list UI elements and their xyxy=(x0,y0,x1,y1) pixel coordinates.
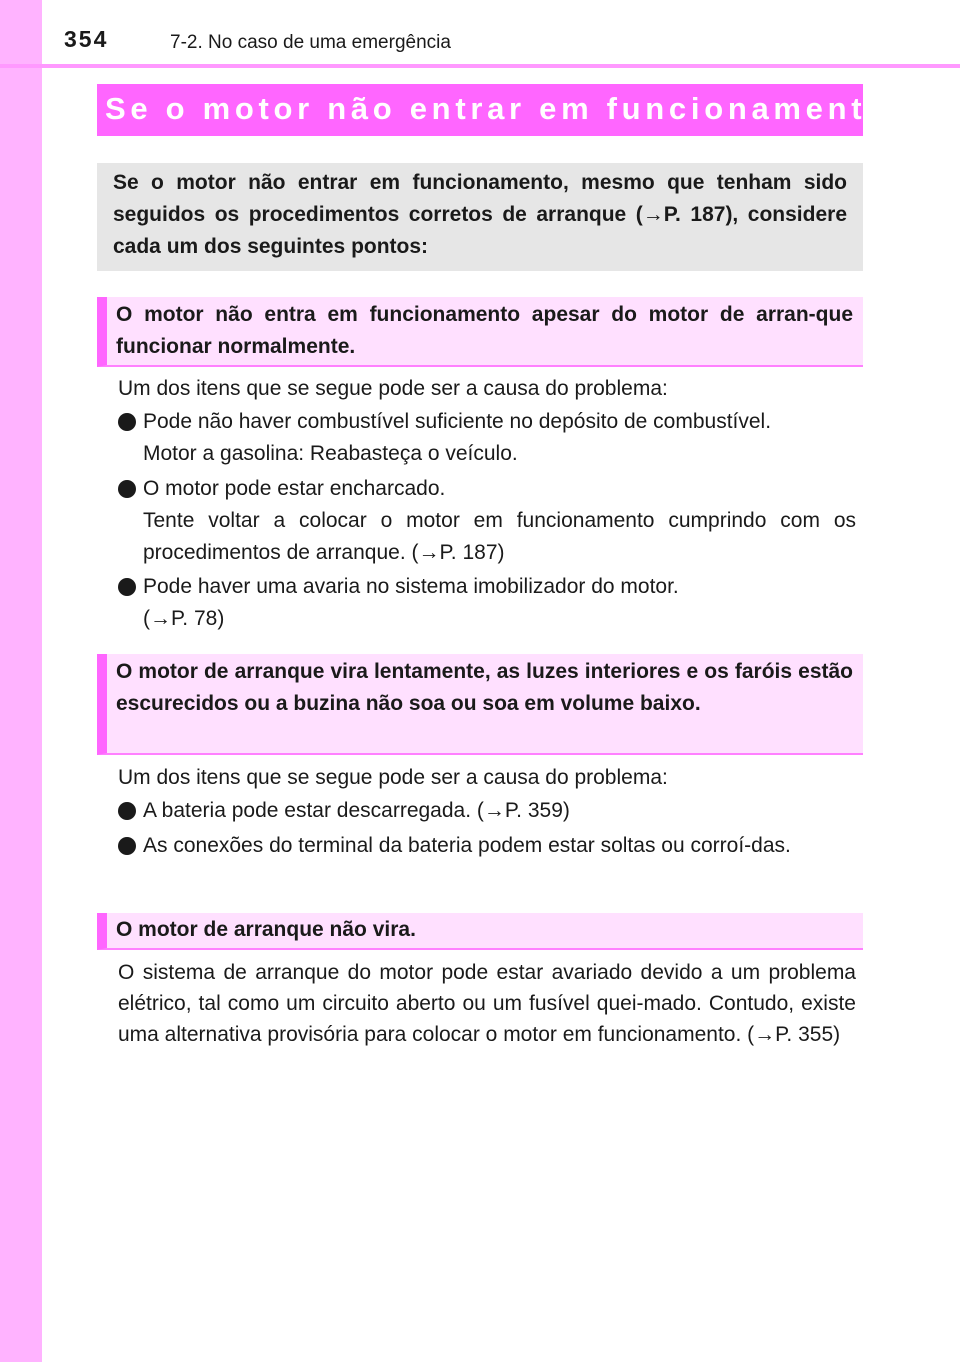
list-item xyxy=(118,795,856,827)
list-item-text: A bateria pode estar descarregada. (→P. 359) xyxy=(143,799,570,822)
intro-box: Se o motor não entrar em funcionamento, mesmo que tenham sido seguidos os procedimentos corretos de arranque (→P. 187), considere cada um dos seguintes pontos: xyxy=(97,163,863,271)
page-title: Se o motor não entrar em funcionamento xyxy=(105,91,890,126)
list-item-text: Pode não haver combustível suficiente no depósito de combustível. xyxy=(143,410,772,433)
bullet-icon xyxy=(118,413,136,431)
subheading-engine-not-starting: O motor não entra em funcionamento apesar do motor de arran-que funcionar normalmente. xyxy=(97,297,863,367)
bullet-icon xyxy=(118,578,136,596)
list-item-text: Tente voltar a colocar o motor em funcionamento cumprindo com os procedimentos de arranque. (→P. 187) xyxy=(143,509,856,564)
list-item xyxy=(118,830,856,862)
list-item-text: (→P. 78) xyxy=(143,607,225,630)
section-2-lead: Um dos itens que se segue pode ser a causa do problema: xyxy=(118,766,668,789)
bullet-icon xyxy=(118,837,136,855)
page-title-bar xyxy=(97,84,890,136)
subheading-starter-not-turning: O motor de arranque não vira. xyxy=(97,913,863,950)
list-item-text: Motor a gasolina: Reabasteça o veículo. xyxy=(143,442,518,465)
bullet-icon xyxy=(118,480,136,498)
list-item xyxy=(118,473,856,569)
subheading-slow-starter: O motor de arranque vira lentamente, as luzes interiores e os faróis estão escurecidos ou a buzina não soa ou soa em volume baixo. xyxy=(97,654,863,755)
bullet-icon xyxy=(118,802,136,820)
page-number: 354 xyxy=(64,26,109,52)
header-rule xyxy=(0,64,960,68)
list-item-text: Pode haver uma avaria no sistema imobilizador do motor. xyxy=(143,575,679,598)
section-3-body: O sistema de arranque do motor pode estar avariado devido a um problema elétrico, tal como um circuito aberto ou um fusível quei-mado. Contudo, existe uma alternativa provisória para colocar o motor em funcionamento. (→P. 355) xyxy=(118,961,856,1046)
list-item xyxy=(118,571,856,635)
list-item-text: As conexões do terminal da bateria podem estar soltas ou corroí-das. xyxy=(143,834,791,857)
list-item xyxy=(118,406,856,470)
page-side-band xyxy=(0,0,42,1362)
list-item-text: O motor pode estar encharcado. xyxy=(143,477,446,500)
section-1-lead: Um dos itens que se segue pode ser a causa do problema: xyxy=(118,377,668,400)
section-reference: 7-2. No caso de uma emergência xyxy=(170,32,451,53)
